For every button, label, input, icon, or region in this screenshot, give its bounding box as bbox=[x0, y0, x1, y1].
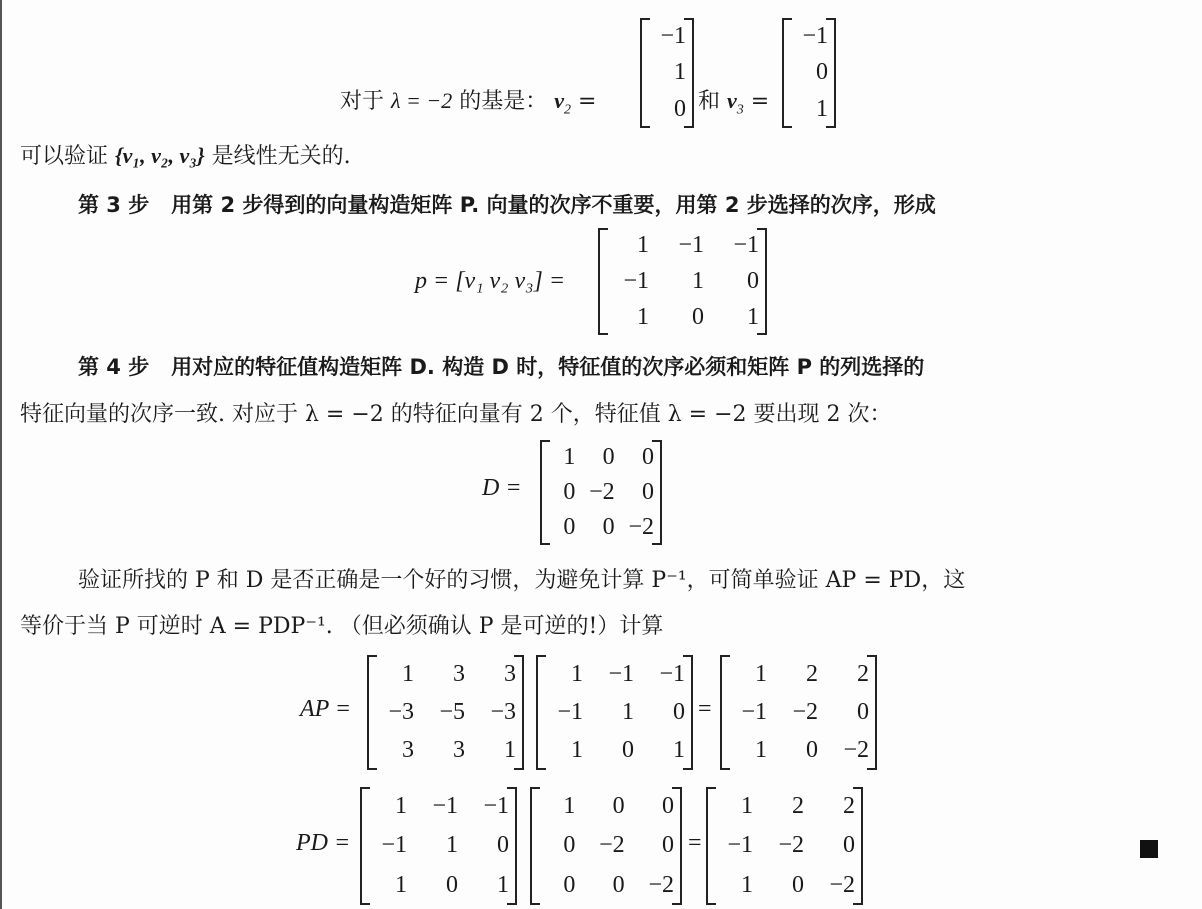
matrix-cell: 2 bbox=[806, 660, 818, 687]
matrix-cell: 0 bbox=[641, 444, 654, 470]
matrix-cell: 1 bbox=[497, 871, 509, 898]
matrix-pd-p bbox=[360, 787, 517, 905]
lambda-value: λ = −2 bbox=[391, 88, 453, 113]
verify-line2: 等价于当 P 可逆时 A = PDP⁻¹. （但必须确认 P 是可逆的!）计算 bbox=[20, 614, 664, 639]
matrix-cell: −1 bbox=[557, 698, 583, 725]
matrix-cell: 1 bbox=[816, 96, 828, 123]
matrix-cell: −2 bbox=[599, 832, 625, 859]
matrix-cell: 0 bbox=[602, 514, 615, 540]
matrix-a bbox=[367, 655, 524, 770]
matrix-cell: −2 bbox=[648, 871, 674, 898]
matrix-cell: −2 bbox=[792, 698, 818, 725]
matrix-cell: 0 bbox=[792, 871, 804, 898]
matrix-v2 bbox=[640, 18, 694, 128]
matrix-cell: 0 bbox=[602, 444, 615, 470]
matrix-v3 bbox=[782, 18, 836, 128]
matrix-cell: 1 bbox=[637, 232, 649, 259]
matrix-cell: 0 bbox=[446, 871, 458, 898]
matrix-cell: 1 bbox=[755, 737, 767, 764]
matrix-cell: 0 bbox=[612, 793, 625, 820]
step3-label: 第 3 步 bbox=[78, 193, 150, 217]
step4-line1 bbox=[78, 352, 924, 382]
matrix-cell: −2 bbox=[829, 871, 855, 898]
matrix-cell: −2 bbox=[843, 737, 869, 764]
matrix-cell: 1 bbox=[692, 267, 704, 294]
matrix-cell: 1 bbox=[741, 793, 753, 820]
matrix-cell: 0 bbox=[563, 479, 576, 505]
matrix-cell: 1 bbox=[674, 59, 686, 86]
matrix-cell: 2 bbox=[843, 793, 855, 820]
independence-pre: 可以验证 bbox=[20, 144, 109, 169]
basis-post: 的基是： bbox=[459, 89, 548, 114]
matrix-cell: 1 bbox=[571, 737, 583, 764]
v3-label: $v_3$ bbox=[727, 88, 744, 118]
v2-label: $v_2$ bbox=[554, 88, 572, 118]
matrix-cell: 3 bbox=[453, 660, 465, 687]
matrix-cell: −2 bbox=[628, 514, 654, 540]
ap-lhs: AP = bbox=[300, 696, 352, 722]
matrix-cell: −5 bbox=[439, 698, 465, 725]
matrix-cell: 1 bbox=[563, 444, 576, 470]
ap-equals: = bbox=[698, 696, 712, 722]
matrix-cell: 1 bbox=[571, 660, 583, 687]
and-text: 和 bbox=[698, 89, 721, 114]
matrix-pd-result bbox=[706, 787, 863, 905]
matrix-cell: 1 bbox=[504, 737, 516, 764]
matrix-cell: 3 bbox=[504, 660, 516, 687]
matrix-cell: 0 bbox=[661, 832, 674, 859]
matrix-cell: 1 bbox=[622, 698, 634, 725]
step4-line2: 特征向量的次序一致. 对应于 λ = −2 的特征向量有 2 个，特征值 λ = −2 要出现 2 次： bbox=[20, 402, 892, 427]
matrix-cell: 0 bbox=[806, 737, 818, 764]
matrix-pd-d bbox=[530, 787, 682, 905]
matrix-cell: −1 bbox=[659, 660, 685, 687]
matrix-cell: 1 bbox=[446, 832, 458, 859]
matrix-cell: 1 bbox=[673, 737, 685, 764]
basis-pre: 对于 bbox=[340, 89, 385, 114]
matrix-ap-result bbox=[720, 655, 877, 770]
matrix-cell: 0 bbox=[622, 737, 634, 764]
matrix-cell: 3 bbox=[402, 737, 414, 764]
matrix-cell: 0 bbox=[816, 59, 828, 86]
step4-label: 第 4 步 bbox=[78, 355, 150, 379]
matrix-cell: −1 bbox=[660, 22, 686, 49]
matrix-cell: −1 bbox=[381, 832, 407, 859]
matrix-cell: −1 bbox=[802, 22, 828, 49]
matrix-cell: 0 bbox=[674, 96, 686, 123]
matrix-cell: 1 bbox=[402, 660, 414, 687]
matrix-cell: 1 bbox=[395, 793, 407, 820]
matrix-cell: 1 bbox=[741, 871, 753, 898]
matrix-ap-p bbox=[536, 655, 693, 770]
matrix-cell: −1 bbox=[608, 660, 634, 687]
matrix-cell: −1 bbox=[741, 698, 767, 725]
matrix-cell: 0 bbox=[563, 832, 576, 859]
pd-equals: = bbox=[688, 830, 702, 856]
matrix-cell: 0 bbox=[612, 871, 625, 898]
matrix-cell: −1 bbox=[432, 793, 458, 820]
independence-post: 是线性无关的. bbox=[211, 144, 351, 169]
matrix-cell: −1 bbox=[678, 232, 704, 259]
d-lhs: D = bbox=[482, 475, 522, 501]
pd-lhs: PD = bbox=[296, 830, 351, 856]
v3-label-line: 和 $v_3$ = bbox=[698, 88, 770, 118]
matrix-cell: −2 bbox=[589, 479, 615, 505]
matrix-cell: 1 bbox=[755, 660, 767, 687]
matrix-cell: 0 bbox=[843, 832, 855, 859]
independence-line bbox=[20, 141, 351, 172]
matrix-cell: 0 bbox=[747, 267, 759, 294]
matrix-cell: −3 bbox=[490, 698, 516, 725]
matrix-cell: −1 bbox=[733, 232, 759, 259]
verify-line1: 验证所找的 P 和 D 是否正确是一个好的习惯，为避免计算 P⁻¹，可简单验证 AP = PD，这 bbox=[78, 568, 966, 593]
matrix-cell: 2 bbox=[857, 660, 869, 687]
end-of-proof-square bbox=[1140, 840, 1158, 858]
matrix-d bbox=[540, 440, 662, 545]
matrix-cell: 0 bbox=[563, 514, 576, 540]
matrix-cell: −2 bbox=[778, 832, 804, 859]
matrix-cell: 0 bbox=[692, 303, 704, 330]
matrix-cell: 0 bbox=[857, 698, 869, 725]
basis-line: 对于 λ = −2 的基是： $v_2$ = bbox=[340, 88, 597, 118]
matrix-cell: 0 bbox=[497, 832, 509, 859]
matrix-cell: 0 bbox=[673, 698, 685, 725]
matrix-cell: −1 bbox=[727, 832, 753, 859]
matrix-cell: 2 bbox=[792, 793, 804, 820]
matrix-cell: −1 bbox=[483, 793, 509, 820]
matrix-cell: 0 bbox=[641, 479, 654, 505]
matrix-cell: 0 bbox=[661, 793, 674, 820]
matrix-p bbox=[598, 228, 767, 335]
matrix-cell: 0 bbox=[563, 871, 576, 898]
matrix-cell: −3 bbox=[388, 698, 414, 725]
step3-line bbox=[78, 190, 936, 220]
matrix-cell: 1 bbox=[747, 303, 759, 330]
p-lhs: p = [v₁ v₂ v₃] = bbox=[415, 268, 566, 294]
matrix-cell: 1 bbox=[563, 793, 576, 820]
page-edge bbox=[0, 0, 2, 909]
step4-text1: 用对应的特征值构造矩阵 D. 构造 D 时，特征值的次序必须和矩阵 P 的列选择的 bbox=[171, 355, 925, 379]
vector-set: {v₁, v₂, v₃} bbox=[115, 143, 205, 168]
matrix-cell: −1 bbox=[623, 267, 649, 294]
step3-text: 用第 2 步得到的向量构造矩阵 P. 向量的次序不重要，用第 2 步选择的次序，形成 bbox=[171, 193, 936, 217]
matrix-cell: 1 bbox=[637, 303, 649, 330]
matrix-cell: 1 bbox=[395, 871, 407, 898]
matrix-cell: 3 bbox=[453, 737, 465, 764]
